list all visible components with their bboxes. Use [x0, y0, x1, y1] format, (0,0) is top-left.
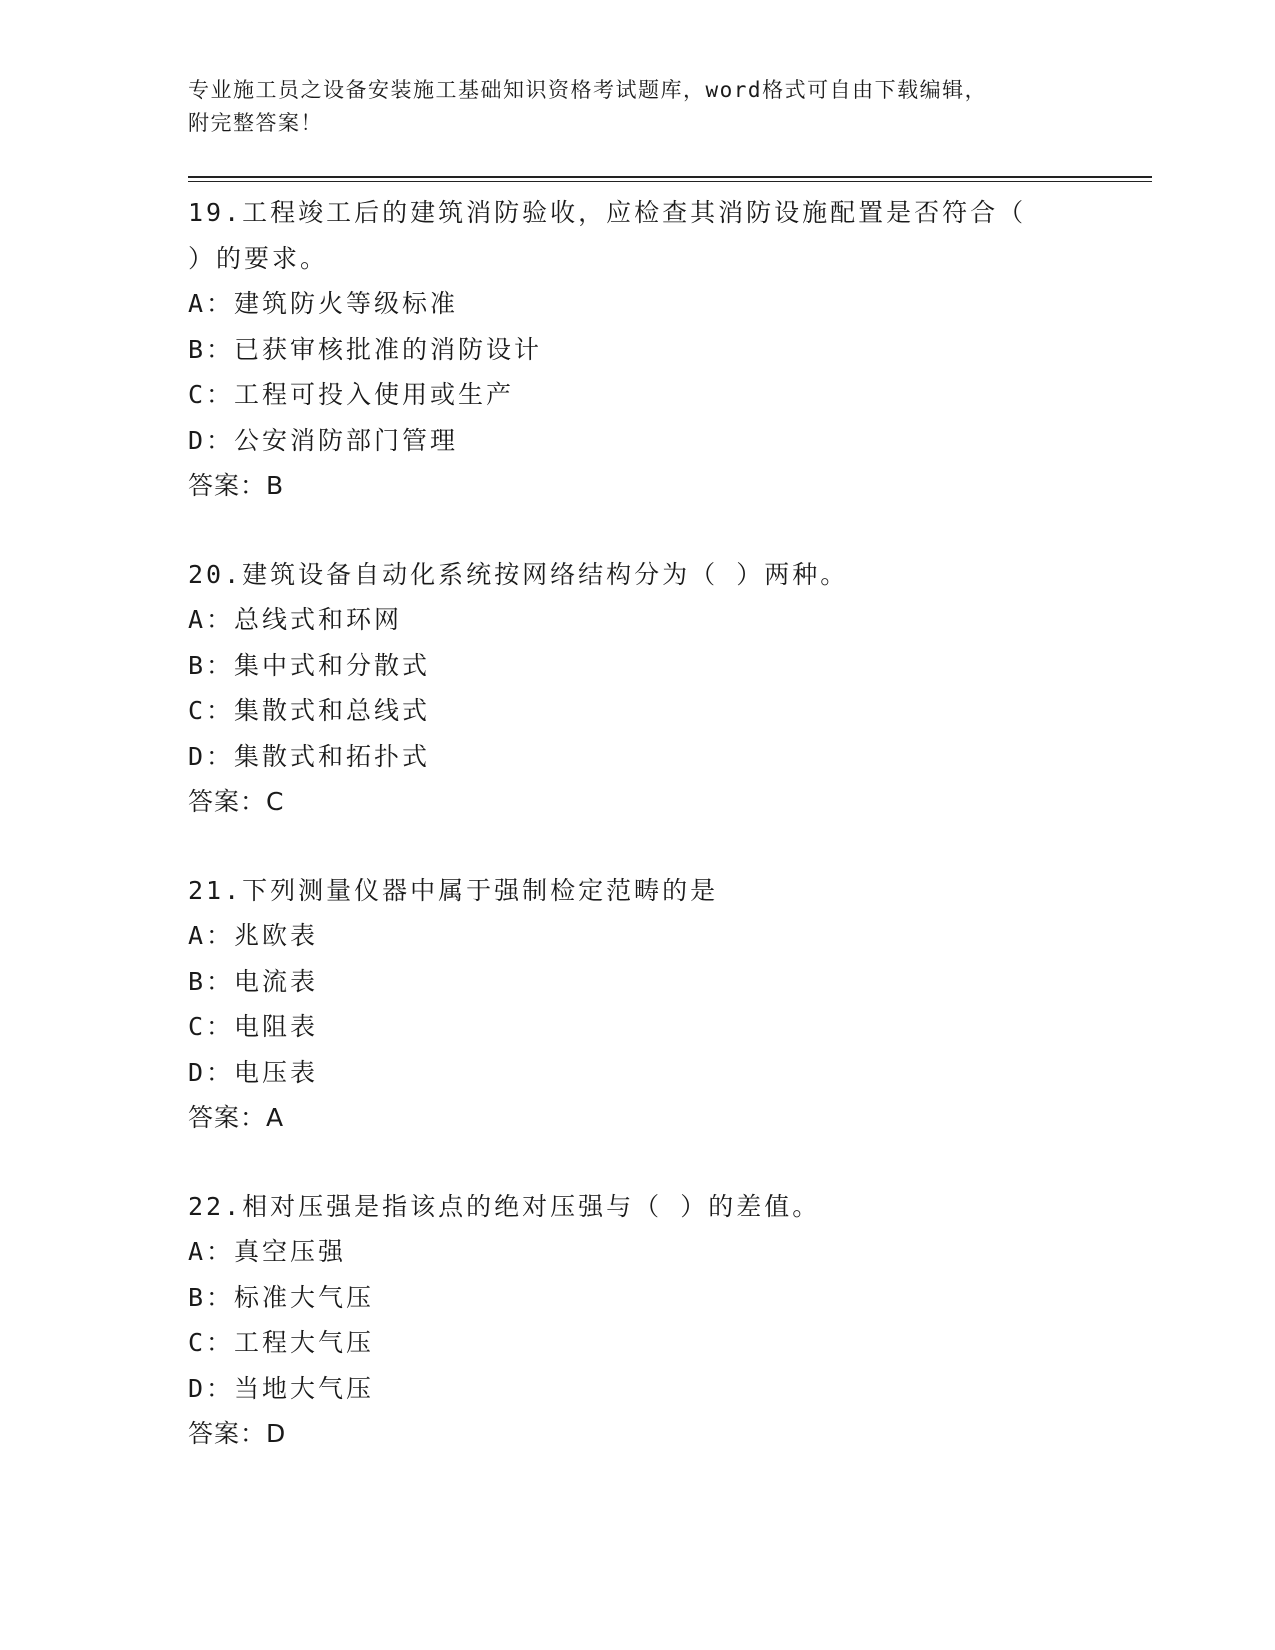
option-c: C：电阻表: [188, 1012, 319, 1041]
question-20: [188, 552, 1088, 825]
option-d: D：电压表: [188, 1057, 319, 1087]
option-c: C：集散式和总线式: [188, 696, 431, 725]
question-text: 19.工程竣工后的建筑消防验收，应检查其消防设施配置是否符合（: [188, 198, 1027, 227]
option-a: A：建筑防火等级标准: [188, 289, 459, 318]
option-d: D：当地大气压: [188, 1373, 375, 1403]
option-b: B：已获审核批准的消防设计: [188, 334, 543, 364]
question-text-continued: ）的要求。: [188, 243, 329, 273]
option-b: B：电流表: [188, 966, 319, 996]
document-header: [188, 74, 1088, 140]
question-19: [188, 190, 1088, 509]
question-22: [188, 1184, 1088, 1457]
option-a: A：总线式和环网: [188, 605, 403, 634]
header-divider-thin: [188, 181, 1152, 182]
question-text: 21.下列测量仪器中属于强制检定范畴的是: [188, 875, 719, 905]
answer: 答案：C: [188, 787, 285, 816]
header-line-2: 附完整答案！: [188, 111, 323, 135]
option-c: C：工程大气压: [188, 1328, 375, 1357]
question-list: [188, 190, 1088, 1500]
option-a: A：兆欧表: [188, 921, 319, 950]
header-line-1: 专业施工员之设备安装施工基础知识资格考试题库，word格式可自由下载编辑，: [188, 78, 988, 102]
answer: 答案：D: [188, 1419, 287, 1448]
option-a: A：真空压强: [188, 1237, 347, 1266]
question-21: [188, 868, 1088, 1141]
option-b: B：标准大气压: [188, 1282, 375, 1312]
question-text: 20.建筑设备自动化系统按网络结构分为（ ）两种。: [188, 559, 849, 589]
option-b: B：集中式和分散式: [188, 650, 431, 680]
option-c: C：工程可投入使用或生产: [188, 380, 515, 409]
option-d: D：集散式和拓扑式: [188, 741, 431, 771]
question-text: 22.相对压强是指该点的绝对压强与（ ）的差值。: [188, 1191, 821, 1221]
header-divider: [188, 176, 1152, 178]
answer: 答案：B: [188, 471, 285, 500]
option-d: D：公安消防部门管理: [188, 425, 459, 455]
answer: 答案：A: [188, 1103, 285, 1132]
